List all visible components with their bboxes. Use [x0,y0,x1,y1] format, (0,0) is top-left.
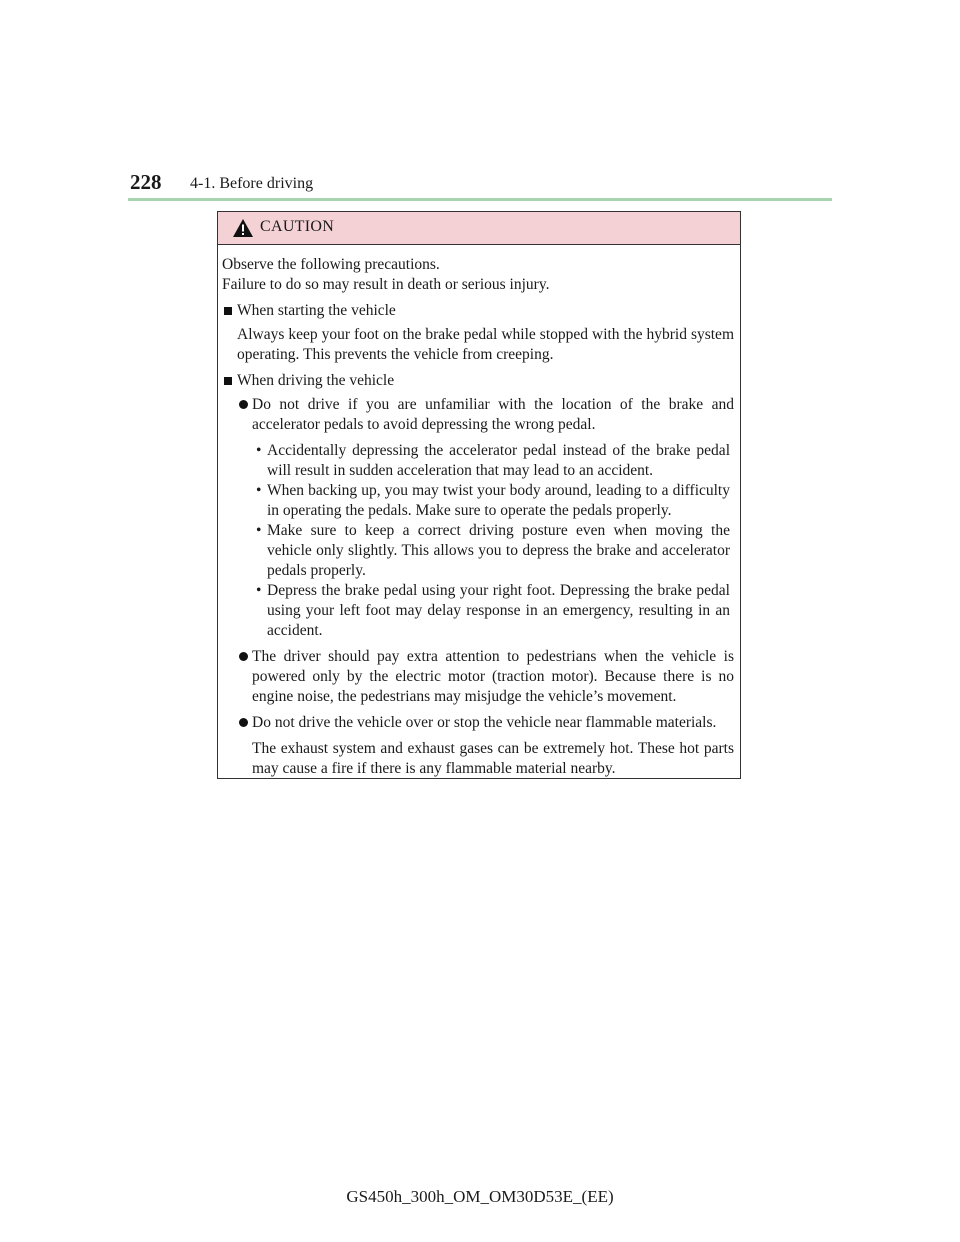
driving-bullet-3 [222,713,734,733]
bullet-3-text: Do not drive the vehicle over or stop the vehicle near flammable materials. [252,714,717,731]
round-bullet-icon [239,400,248,409]
sub-item-text: Accidentally depressing the accelerator pedal instead of the brake pedal will result in sudden acceleration that may lead to an accident. [267,442,730,479]
sub-marker: • [256,482,262,499]
round-bullet-icon [239,718,248,727]
bullet-3-detail: The exhaust system and exhaust gases can be extremely hot. These hot parts may cause a fire if there is any flammable material nearby. [252,740,734,777]
caution-title: CAUTION [260,218,335,235]
sub-item-text: Make sure to keep a correct driving posture even when moving the vehicle only slightly. This allows you to depress the brake and accelerator pedals properly. [267,522,730,579]
intro-line-2: Failure to do so may result in death or serious injury. [222,276,550,293]
sub-item [222,481,730,521]
header-divider [128,198,832,201]
caution-body [218,245,740,779]
sub-item [222,441,730,481]
page-number: 228 [130,170,162,194]
driving-heading [222,371,736,391]
starting-text: Always keep your foot on the brake pedal while stopped with the hybrid system operating. This prevents the vehicle from creeping. [237,326,734,363]
caution-header [218,212,740,245]
bullet-1-text: Do not drive if you are unfamiliar with the location of the brake and accelerator pedals to avoid depressing the wrong pedal. [252,396,734,433]
model-code-footer: GS450h_300h_OM_OM30D53E_(EE) [346,1187,614,1206]
caution-box [217,211,741,779]
bullet-2-text: The driver should pay extra attention to pedestrians when the vehicle is powered only by the electric motor (traction motor). Because there is no engine noise, the pedestrians may misjudge the vehicle’s movement. [252,648,734,705]
sub-marker: • [256,522,262,539]
sub-item [222,521,730,581]
driving-bullet-2 [222,647,734,707]
round-bullet-icon [239,652,248,661]
sub-item-text: When backing up, you may twist your body around, leading to a difficulty in operating the pedals. Make sure to operate the pedals properly. [267,482,730,519]
sub-item-text: Depress the brake pedal using your right foot. Depressing the brake pedal using your left foot may delay response in an emergency, resulting in an accident. [267,582,730,639]
starting-heading-text: When starting the vehicle [237,302,396,319]
driving-heading-text: When driving the vehicle [237,372,395,389]
sub-item [222,581,730,641]
sub-list [222,441,736,641]
driving-bullet-1 [222,395,734,435]
square-bullet-icon [224,377,232,385]
square-bullet-icon [224,307,232,315]
intro-line-1: Observe the following precautions. [222,256,440,273]
sub-marker: • [256,582,262,599]
section-title: 4-1. Before driving [190,175,314,192]
warning-icon [232,218,254,238]
starting-heading [222,301,736,321]
page-header [130,170,830,200]
sub-marker: • [256,442,262,459]
